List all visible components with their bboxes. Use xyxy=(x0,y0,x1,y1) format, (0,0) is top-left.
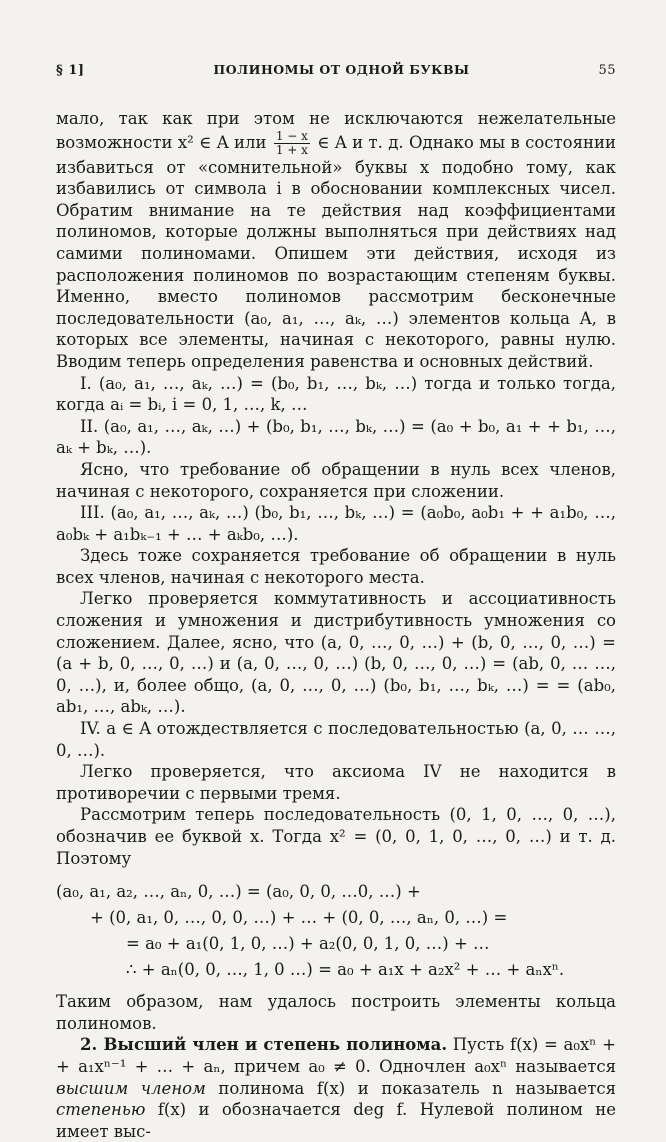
section-2-text-b: полинома f(x) и показатель n называется xyxy=(218,1078,616,1098)
equation-line-1: (a₀, a₁, a₂, …, aₙ, 0, …) = (a₀, 0, 0, …0, …) + xyxy=(56,882,421,902)
body-text xyxy=(56,108,616,1142)
section-marker: § 1] xyxy=(56,63,85,78)
equation-line-4: ∴ + aₙ(0, 0, …, 1, 0 …) = a₀ + a₁x + a₂x² + … + aₙxⁿ. xyxy=(126,960,565,980)
definition-equality: I. (a₀, a₁, …, aₖ, …) = (b₀, b₁, …, bₖ, …) тогда и только тогда, когда aᵢ = bᵢ, i = 0, 1, …, k, … xyxy=(56,373,616,415)
fraction-numerator: 1 − x xyxy=(275,128,308,143)
paragraph-section-2 xyxy=(56,1034,616,1142)
section-heading: 2. Высший член и степень полинома. xyxy=(80,1035,448,1055)
fraction-denominator: 1 + x xyxy=(275,142,308,157)
paragraph-addition-note: Ясно, что требование об обращении в нуль всех членов, начиная с некоторого, сохраняется при сложении. xyxy=(56,459,616,501)
paragraph-intro xyxy=(56,108,616,373)
page-number: 55 xyxy=(598,63,616,78)
display-equation xyxy=(56,879,616,983)
intro-text-b: ∈ A и т. д. Однако мы в состоянии избавиться от «сомнительной» буквы x подобно тому, как избавились от символа i в обосновании комплексных чисел. Обратим внимание на те действия над коэффициентами полиномов, которые должны выполняться при действиях над самими полиномами. Опишем эти действия, исходя из расположения полиномов по возрастающим степеням буквы. Именно, вместо полиномов рассмотрим бесконечные последовательности (a₀, a₁, …, aₖ, …) элементов кольца A, в которых все элементы, начиная с некоторого, равны нулю. Вводим теперь определения равенства и основных действий. xyxy=(56,132,617,371)
paragraph-multiplication-note: Здесь тоже сохраняется требование об обращении в нуль всех членов, начиная с некоторого места. xyxy=(56,546,616,587)
paragraph-conclusion: Таким образом, нам удалось построить элементы кольца полиномов. xyxy=(56,992,616,1033)
definition-identification: IV. a ∈ A отождествляется с последовательностью (a, 0, … …, 0, …). xyxy=(56,719,616,760)
running-header xyxy=(56,62,616,78)
section-2-text-a: Пусть f(x) = a₀xⁿ + + a₁xⁿ⁻¹ + … + aₙ, причем a₀ ≠ 0. Одночлен a₀xⁿ называется xyxy=(56,1035,616,1076)
chapter-title: ПОЛИНОМЫ ОТ ОДНОЙ БУКВЫ xyxy=(213,62,470,77)
fraction xyxy=(274,130,310,157)
intro-text-a: мало, так как при этом не исключаются нежелательные возможности x² ∈ A или xyxy=(56,109,616,152)
paragraph-consistency: Легко проверяется, что аксиома IV не находится в противоречии с первыми тремя. xyxy=(56,762,616,803)
equation-line-2: + (0, a₁, 0, …, 0, 0, …) + … + (0, 0, …, aₙ, 0, …) = xyxy=(90,908,508,928)
equation-line-3: = a₀ + a₁(0, 1, 0, …) + a₂(0, 0, 1, 0, …) + … xyxy=(126,934,490,954)
book-page xyxy=(56,62,616,1142)
paragraph-variable-x: Рассмотрим теперь последовательность (0, 1, 0, …, 0, …), обозначив ее буквой x. Тогда x² = (0, 0, 1, 0, …, 0, …) и т. д. Поэтому xyxy=(56,805,616,868)
definition-addition: II. (a₀, a₁, …, aₖ, …) + (b₀, b₁, …, bₖ, …) = (a₀ + b₀, a₁ + + b₁, …, aₖ + bₖ, …). xyxy=(56,416,616,458)
paragraph-properties: Легко проверяется коммутативность и ассоциативность сложения и умножения и дистрибутивность умножения со сложением. Далее, ясно, что (a, 0, …, 0, …) + (b, 0, …, 0, …) = (a + b, 0, …, 0, …) и (a, 0, …, 0, …) (b, 0, …, 0, …) = (ab, 0, … …, 0, …), и, более общо, (a, 0, …, 0, …) (b₀, b₁, …, bₖ, …) = = (ab₀, ab₁, …, abₖ, …). xyxy=(56,589,616,717)
term-degree: степенью xyxy=(56,1100,146,1120)
definition-multiplication: III. (a₀, a₁, …, aₖ, …) (b₀, b₁, …, bₖ, …) = (a₀b₀, a₀b₁ + + a₁b₀, …, a₀bₖ + a₁bₖ₋₁ + … + aₖb₀, …). xyxy=(56,503,616,544)
section-2-text-c: f(x) и обозначается deg f. Нулевой полином не имеет выс- xyxy=(56,1100,616,1141)
term-leading-term: высшим членом xyxy=(56,1078,206,1098)
